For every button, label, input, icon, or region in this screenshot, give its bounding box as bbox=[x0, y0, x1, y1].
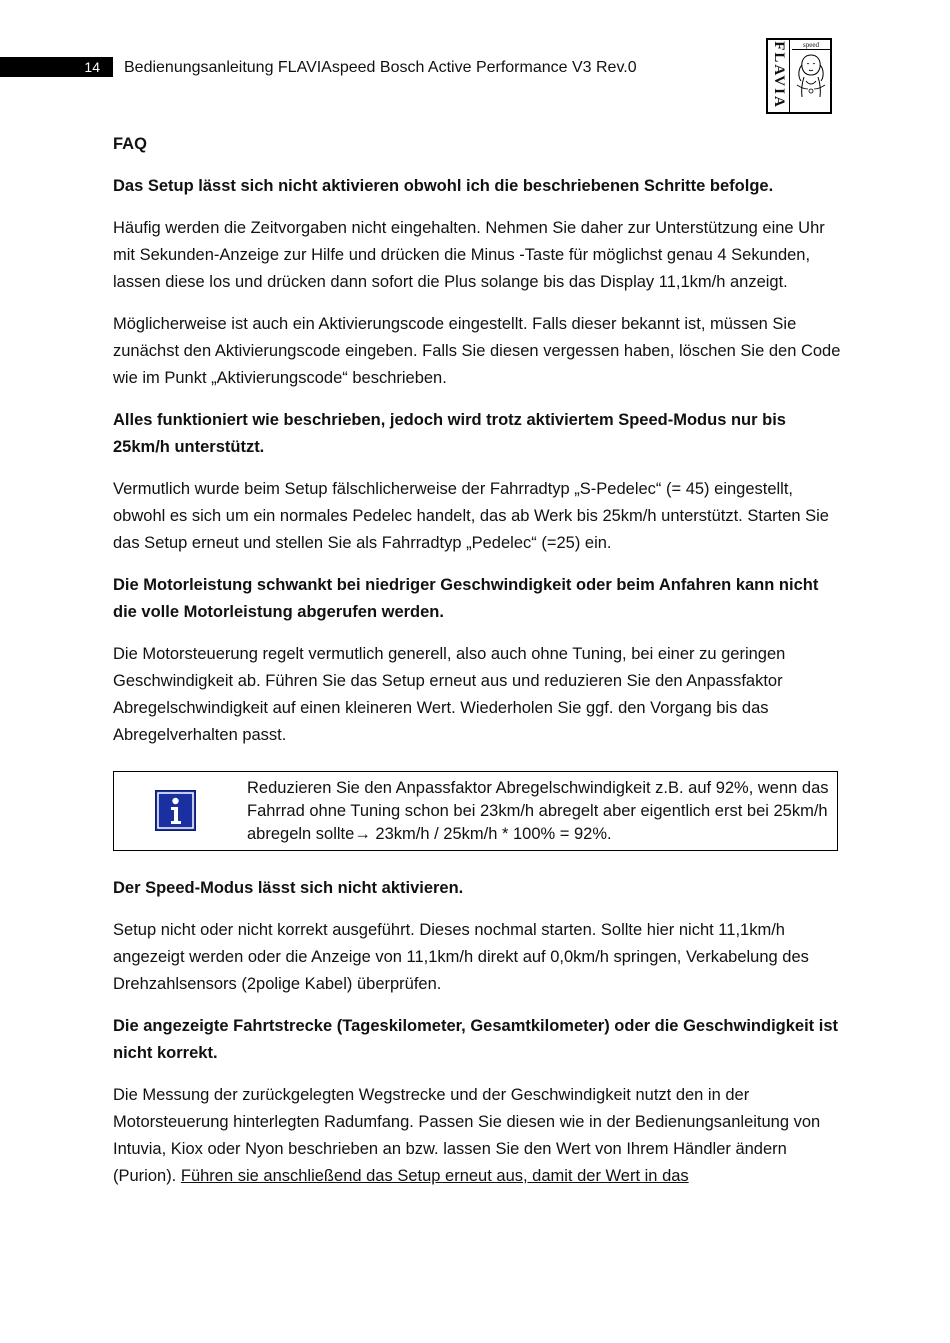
document-title: Bedienungsanleitung FLAVIAspeed Bosch Active Performance V3 Rev.0 bbox=[124, 59, 637, 76]
flavia-speed-logo bbox=[766, 38, 832, 114]
page-number: 14 bbox=[84, 59, 100, 75]
logo-wordmark: FLAVIA bbox=[771, 41, 787, 109]
faq-answer-text: Die Messung der zurückgelegten Wegstrecke und der Geschwindigkeit nutzt den in der Motorsteuerung hinterlegten Radumfang. Passen Sie diesen wie in der Bedienungsanleitung von Intuvia, Kiox oder Nyon beschrieben an bzw. lassen Sie den Wert von Ihrem Händler ändern (Purion). bbox=[113, 1086, 821, 1185]
faq-answer-underlined-text: Führen sie anschließend das Setup erneut aus, damit der Wert in das bbox=[180, 1167, 689, 1185]
faq-answer bbox=[113, 1082, 841, 1190]
faq-question: Der Speed-Modus lässt sich nicht aktivieren. bbox=[113, 879, 464, 897]
faq-answer: Häufig werden die Zeitvorgaben nicht eingehalten. Nehmen Sie daher zur Unterstützung eine Uhr mit Sekunden-Anzeige zur Hilfe und drücken die Minus -Taste für möglichst genau 4 Sekunden, lassen diese los und drücken dann sofort die Plus solange bis das Display 11,1km/h anzeigt. bbox=[113, 219, 825, 291]
faq-question: Das Setup lässt sich nicht aktivieren obwohl ich die beschriebenen Schritte befolge. bbox=[113, 177, 774, 195]
faq-section bbox=[113, 131, 841, 1205]
faq-answer: Vermutlich wurde beim Setup fälschlicherweise der Fahrradtyp „S-Pedelec“ (= 45) eingestellt, obwohl es sich um ein normales Pedelec handelt, das ab Werk bis 25km/h unterstützt. Starten Sie das Setup erneut und stellen Sie als Fahrradtyp „Pedelec“ (=25) ein. bbox=[113, 480, 829, 552]
faq-answer: Die Motorsteuerung regelt vermutlich generell, also auch ohne Tuning, bei einer zu geringen Geschwindigkeit ab. Führen Sie das Setup erneut aus und reduzieren Sie den Anpassfaktor Abregelschwindigkeit auf einen kleineren Wert. Wiederholen Sie ggf. den Vorgang bis das Abregelverhalten passt. bbox=[113, 645, 786, 744]
logo-wordmark-panel bbox=[768, 40, 790, 112]
info-note-text: Reduzieren Sie den Anpassfaktor Abregelschwindigkeit z.B. auf 92%, wenn das Fahrrad ohne Tuning schon bei 23km/h abregelt aber eigentlich erst bei 25km/h abregeln sollte→ 23km/h / 25km/h * 100% = 92%. bbox=[247, 779, 829, 843]
faq-heading: FAQ bbox=[113, 135, 147, 153]
faq-question: Alles funktioniert wie beschrieben, jedoch wird trotz aktiviertem Speed-Modus nur bis 25km/h unterstützt. bbox=[113, 411, 786, 456]
logo-tagline: speed bbox=[792, 41, 830, 50]
faq-question: Die Motorleistung schwankt bei niedriger Geschwindigkeit oder beim Anfahren kann nicht die volle Motorleistung abgerufen werden. bbox=[113, 576, 819, 621]
info-icon bbox=[155, 790, 196, 831]
logo-figure-illustration bbox=[792, 51, 830, 99]
faq-question: Die angezeigte Fahrtstrecke (Tageskilometer, Gesamtkilometer) oder die Geschwindigkeit ist nicht korrekt. bbox=[113, 1017, 839, 1062]
info-note-box bbox=[113, 771, 838, 851]
faq-answer: Setup nicht oder nicht korrekt ausgeführt. Dieses nochmal starten. Sollte hier nicht 11,1km/h angezeigt werden oder die Anzeige von 11,1km/h direkt auf 0,0km/h springen, Verkabelung des Drehzahlsensors (2polige Kabel) überprüfen. bbox=[113, 921, 809, 993]
faq-answer: Möglicherweise ist auch ein Aktivierungscode eingestellt. Falls dieser bekannt ist, müssen Sie zunächst den Aktivierungscode eingeben. Falls Sie diesen vergessen haben, löschen Sie den Code wie im Punkt „Aktivierungscode“ beschrieben. bbox=[113, 315, 841, 387]
